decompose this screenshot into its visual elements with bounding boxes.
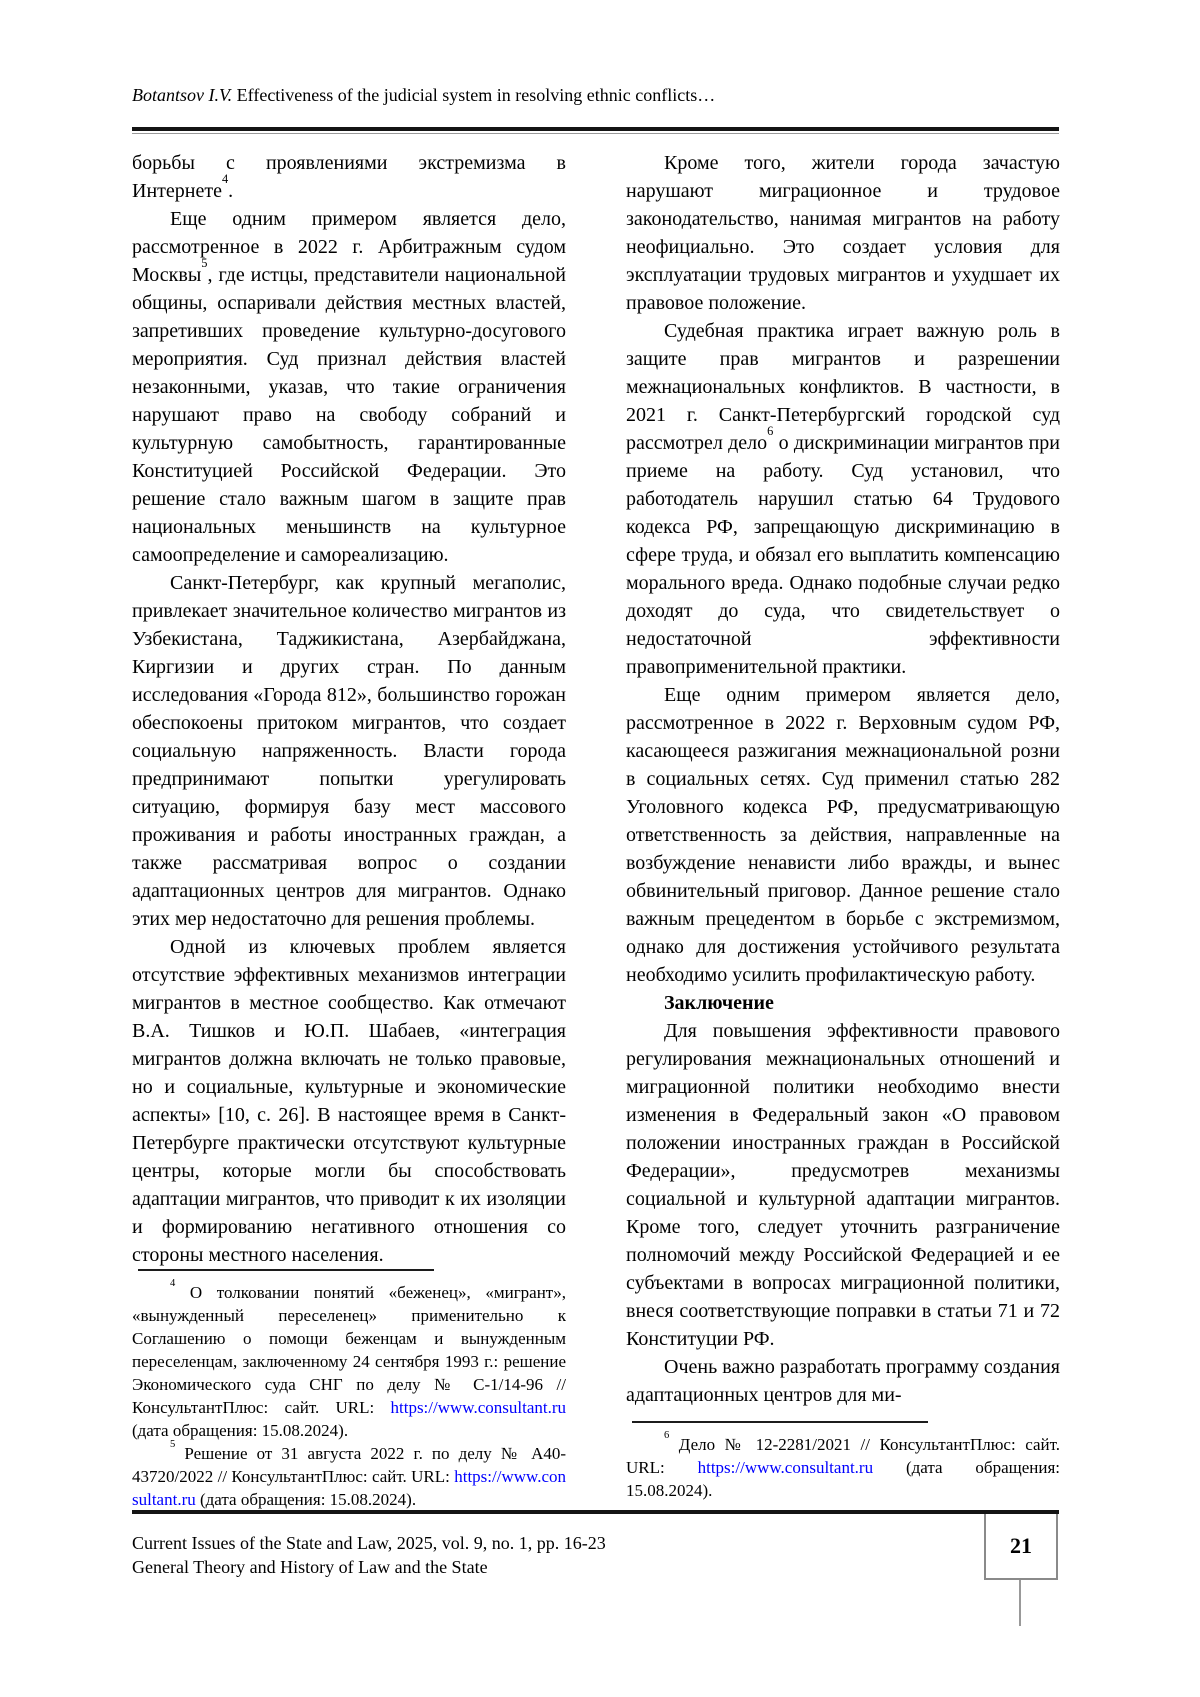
body-paragraph: Очень важно разработать программу создания адаптационных центров для ми- bbox=[626, 1356, 1060, 1406]
consultant-link[interactable]: https://www.consultant.ru bbox=[390, 1398, 566, 1417]
footer-journal-line: Current Issues of the State and Law, 2025, vol. 9, no. 1, pp. 16-23 bbox=[132, 1533, 606, 1553]
consultant-link[interactable]: https://www.consultant.ru bbox=[132, 1467, 566, 1509]
page-number-tail-line bbox=[1019, 1580, 1021, 1626]
page-number: 21 bbox=[1010, 1533, 1032, 1558]
footnote-number: 5 bbox=[170, 1438, 176, 1450]
column-right bbox=[626, 149, 1060, 1510]
body-paragraph: Еще одним примером является дело, рассмотренное в 2022 г. Верховным судом РФ, касающееся разжигания межнациональной розни в социальных сетях. Суд применил статью 282 Уголовного кодекса РФ, предусматривающую ответственность за действия, направленные на возбуждение ненависти либо вражды, и вынес обвинительный приговор. Данное решение стало важным прецедентом в борьбе с экстремизмом, однако для достижения устойчивого результата необходимо усилить профилактическую работу. bbox=[626, 684, 1060, 986]
body-paragraph: Кроме того, жители города зачастую нарушают миграционное и трудовое законодательство, нанимая мигрантов на работу неофициально. Это создает условия для эксплуатации трудовых мигрантов и ухудшает их правовое положение. bbox=[626, 152, 1060, 314]
running-head-author: Botantsov I.V. bbox=[132, 85, 233, 105]
body-paragraph: Судебная практика играет важную роль в защите прав мигрантов и разрешении межнациональных конфликтов. В частности, в 2021 г. Санкт-Петербургский городской суд рассмотрел дело$^6$ о дискриминации мигрантов при приеме на работу. Суд установил, что работодатель нарушил статью 64 Трудового кодекса РФ, запрещающую дискриминацию в сфере труда, и обязал его выплатить компенсацию морального вреда. Однако подобные случаи редко доходят до суда, что свидетельствует о недостаточной эффективности правоприменительной практики. bbox=[626, 320, 1060, 678]
footnote: $^5$ Решение от 31 августа 2022 г. по делу № А40-43720/2022 // КонсультантПлюс: сайт. URL: https://www.consultant.ru (дата обращения: 15.08.2024). bbox=[132, 1438, 567, 1509]
column-body bbox=[132, 149, 566, 1269]
footnote: $^4$ О толковании понятий «беженец», «мигрант», «вынужденный переселенец» применительно к Соглашению о помощи беженцам и вынужденным переселенцам, заключенному 24 сентября 1993 г.: решение Экономического суда СНГ по делу № С-1/14-96 // КонсультантПлюс: сайт. URL: https://www.consultant.ru (дата обращения: 15.08.2024). bbox=[132, 1277, 566, 1440]
header-rule bbox=[132, 127, 1059, 134]
body-paragraph: Одной из ключевых проблем является отсутствие эффективных механизмов интеграции мигрантов в местное сообщество. Как отмечают В.А. Тишков и Ю.П. Шабаев, «интеграция мигрантов должна включать не только правовые, но и социальные, культурные и экономические аспекты» [10, с. 26]. В настоящее время в Санкт-Петербурге практически отсутствуют культурные центры, которые могли бы способствовать адаптации мигрантов, что приводит к их изоляции и формированию негативного отношения со стороны местного населения. bbox=[132, 936, 566, 1266]
footnote-marker: 5 bbox=[201, 255, 208, 270]
section-heading: Заключение bbox=[664, 992, 774, 1014]
consultant-link[interactable]: https://www.consultant.ru bbox=[697, 1458, 874, 1477]
column-left bbox=[132, 149, 566, 1510]
article-columns bbox=[132, 149, 1060, 1510]
footnote-marker: 4 bbox=[221, 171, 229, 186]
body-paragraph: борьбы с проявлениями экстремизма в Интернете$^4$. bbox=[132, 152, 566, 202]
footnote-marker: 6 bbox=[767, 423, 774, 438]
footnote-number: 6 bbox=[664, 1429, 670, 1441]
footnote-block bbox=[626, 1421, 1060, 1502]
footer-section-line: General Theory and History of Law and the State bbox=[132, 1557, 488, 1577]
footnote-separator bbox=[632, 1421, 928, 1423]
body-paragraph: Санкт-Петербург, как крупный мегаполис, привлекает значительное количество мигрантов из Узбекистана, Таджикистана, Азербайджана, Киргизии и других стран. По данным исследования «Города 812», большинство горожан обеспокоены притоком мигрантов, что создает социальную напряженность. Власти города предпринимают попытки урегулировать ситуацию, формируя базу мест массового проживания и работы иностранных граждан, а также рассматривая вопрос о создании адаптационных центров для мигрантов. Однако этих мер недостаточно для решения проблемы. bbox=[132, 572, 566, 930]
running-head bbox=[132, 84, 1060, 106]
footnote: $^6$ Дело № 12-2281/2021 // КонсультантПлюс: сайт. URL: https://www.consultant.ru (дата обращения: 15.08.2024). bbox=[626, 1429, 1060, 1500]
footnotes bbox=[132, 1277, 567, 1511]
running-head-title: Effectiveness of the judicial system in resolving ethnic conflicts… bbox=[236, 85, 716, 105]
page-number-box bbox=[984, 1514, 1058, 1580]
footer-text bbox=[132, 1531, 892, 1579]
footnote-block bbox=[132, 1269, 566, 1511]
footnote-number: 4 bbox=[170, 1277, 176, 1289]
footnotes bbox=[626, 1429, 1060, 1502]
column-body bbox=[626, 149, 1060, 1409]
footer-rule bbox=[132, 1510, 1059, 1514]
footnote-separator bbox=[138, 1269, 434, 1271]
body-paragraph: Для повышения эффективности правового регулирования межнациональных отношений и миграционной политики необходимо внести изменения в Федеральный закон «О правовом положении иностранных граждан в Российской Федерации», предусмотрев механизмы социальной и культурной адаптации мигрантов. Кроме того, следует уточнить разграничение полномочий между Российской Федерацией и ее субъектами в вопросах миграционной политики, внеся соответствующие поправки в статьи 71 и 72 Конституции РФ. bbox=[626, 1020, 1060, 1350]
body-paragraph: Еще одним примером является дело, рассмотренное в 2022 г. Арбитражным судом Москвы$^5$, где истцы, представители национальной общины, оспаривали действия местных властей, запретивших проведение культурно-досугового мероприятия. Суд признал действия властей незаконными, указав, что такие ограничения нарушают право на свободу собраний и культурную самобытность, гарантированные Конституцией Российской Федерации. Это решение стало важным шагом в защите прав национальных меньшинств на культурное самоопределение и самореализацию. bbox=[132, 208, 566, 566]
